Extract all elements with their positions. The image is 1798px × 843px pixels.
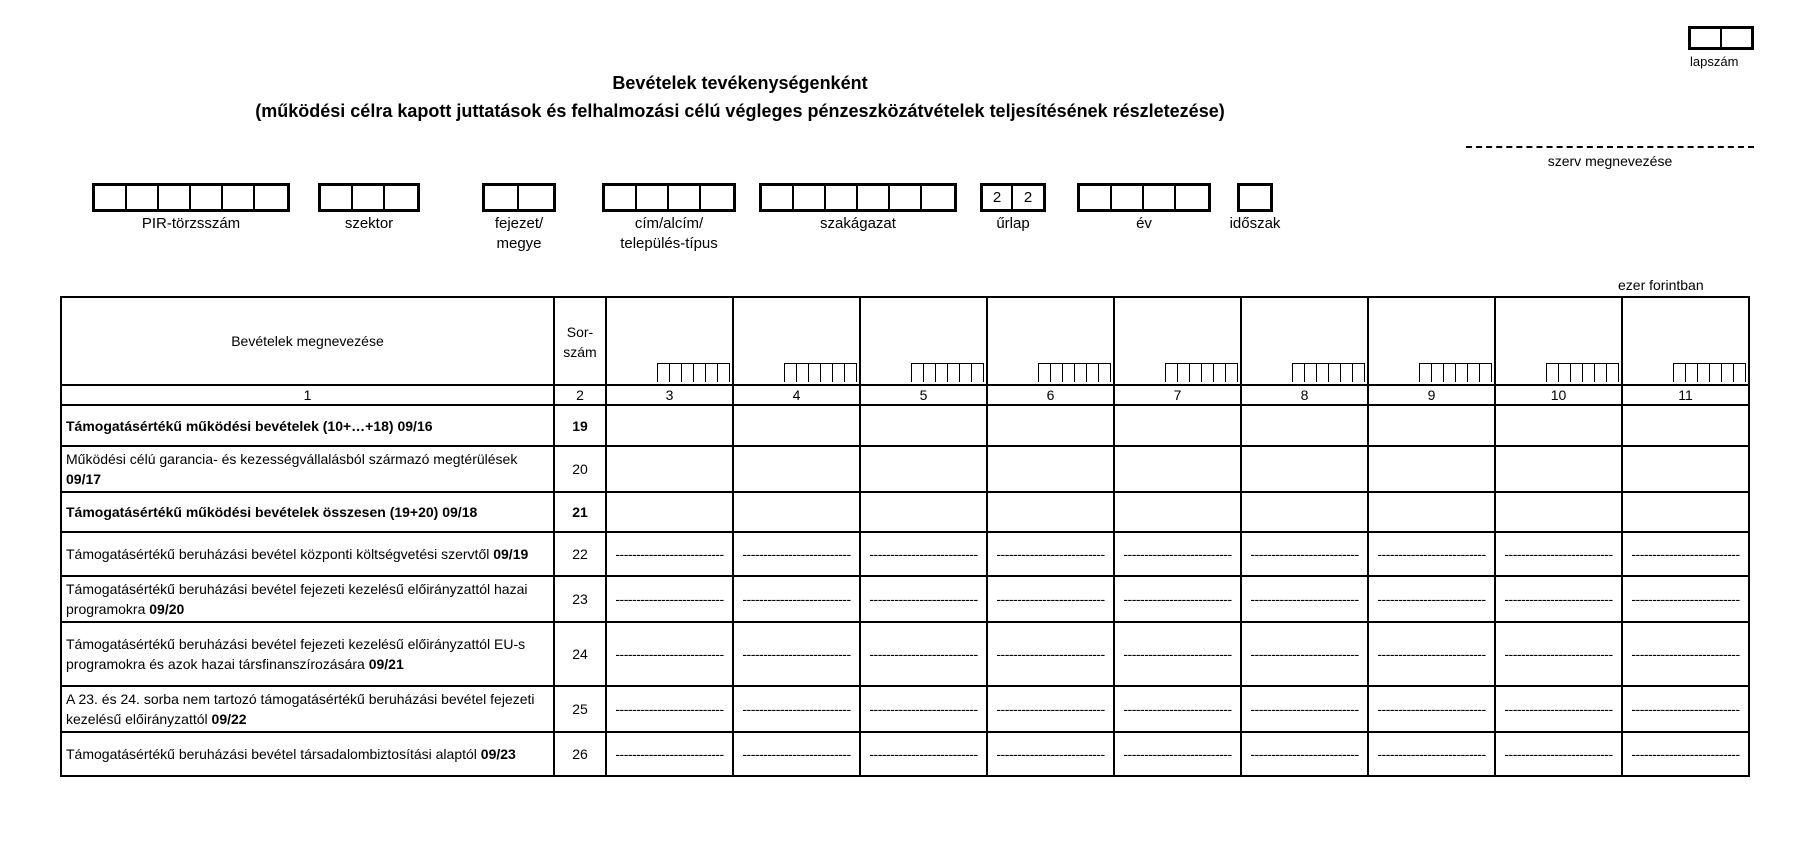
column-header-code[interactable] [1495, 297, 1622, 385]
column-number: 10 [1495, 385, 1622, 405]
row-name [61, 492, 554, 532]
id-field-cell[interactable] [385, 186, 417, 209]
column-header-code[interactable] [1114, 297, 1241, 385]
column-code-cell[interactable] [936, 364, 948, 382]
value-cell[interactable]: -------------------------- [1622, 622, 1749, 686]
row-name-text: Támogatásértékű beruházási bevétel fejezeti kezelésű előirányzattól EU-s programokra és azok hazai társfinanszírozására [66, 636, 526, 672]
id-field-cell[interactable] [127, 186, 159, 209]
id-field-label-line: szektor [344, 215, 394, 232]
value-cell[interactable] [733, 446, 860, 492]
table-row [61, 446, 1749, 492]
column-code-cell[interactable] [694, 364, 706, 382]
id-field-box[interactable] [482, 183, 556, 212]
id-field-label [462, 214, 576, 254]
value-cell[interactable]: -------------------------- [987, 686, 1114, 732]
value-cell[interactable]: -------------------------- [733, 732, 860, 776]
value-cell[interactable] [1114, 405, 1241, 446]
row-number: 24 [554, 622, 606, 686]
value-cell[interactable]: -------------------------- [860, 622, 987, 686]
column-code-cell[interactable] [1710, 364, 1722, 382]
id-field-cell[interactable] [922, 186, 954, 209]
id-field-cell[interactable]: 2 [983, 186, 1013, 209]
id-field-cell[interactable] [762, 186, 794, 209]
id-field-label [72, 214, 310, 234]
column-code-cell[interactable] [1099, 364, 1110, 382]
value-cell[interactable] [606, 405, 733, 446]
row-name-text: Támogatásértékű beruházási bevétel központi költségvetési szervtől [66, 546, 490, 562]
row-name [61, 405, 554, 446]
column-code-cell[interactable] [809, 364, 821, 382]
row-name [61, 686, 554, 732]
column-code-cell[interactable] [948, 364, 960, 382]
id-field-cell[interactable] [1240, 186, 1270, 209]
id-field-cell[interactable] [701, 186, 733, 209]
row-code: 09/17 [66, 471, 102, 487]
column-code-cell[interactable] [1547, 364, 1559, 382]
value-cell[interactable] [1495, 446, 1622, 492]
column-code-cell[interactable] [1571, 364, 1583, 382]
value-cell[interactable]: -------------------------- [606, 732, 733, 776]
value-cell[interactable]: -------------------------- [1368, 732, 1495, 776]
value-cell[interactable] [1622, 446, 1749, 492]
column-header-code[interactable] [1622, 297, 1749, 385]
column-header-name: Bevételek megnevezése [61, 297, 554, 385]
value-cell[interactable] [733, 405, 860, 446]
id-field-label [1057, 214, 1231, 234]
id-field-box[interactable] [602, 183, 736, 212]
id-field-label [582, 214, 756, 254]
value-cell[interactable]: -------------------------- [1241, 532, 1368, 576]
row-name [61, 576, 554, 622]
column-code-boxes[interactable] [784, 363, 857, 382]
column-code-cell[interactable] [972, 364, 983, 382]
row-code: 09/19 [493, 546, 529, 562]
column-number: 3 [606, 385, 733, 405]
value-cell[interactable] [860, 446, 987, 492]
value-cell[interactable] [1241, 405, 1368, 446]
value-cell[interactable]: -------------------------- [1495, 576, 1622, 622]
column-code-cell[interactable] [1432, 364, 1444, 382]
value-cell[interactable]: -------------------------- [1622, 576, 1749, 622]
value-cell[interactable] [860, 492, 987, 532]
id-field-label-line: fejezet/ [494, 215, 544, 232]
row-number-header-line: Sor- [566, 324, 594, 340]
column-code-cell[interactable] [1698, 364, 1710, 382]
row-number: 25 [554, 686, 606, 732]
column-number: 2 [554, 385, 606, 405]
column-code-cell[interactable] [1039, 364, 1051, 382]
page-title: Bevételek tevékenységenként [612, 73, 868, 93]
column-code-cell[interactable] [1305, 364, 1317, 382]
value-cell[interactable]: -------------------------- [1622, 686, 1749, 732]
id-field-cell[interactable] [191, 186, 223, 209]
value-cell[interactable]: -------------------------- [1495, 686, 1622, 732]
value-cell[interactable]: -------------------------- [1114, 686, 1241, 732]
id-field-box[interactable] [759, 183, 957, 212]
id-field-cell[interactable]: 2 [1023, 189, 1033, 206]
column-code-cell[interactable] [785, 364, 797, 382]
page-number-label: lapszám [1690, 54, 1739, 69]
column-code-cell[interactable] [718, 364, 729, 382]
organization-name-line[interactable] [1466, 146, 1754, 148]
table-row [61, 492, 1749, 532]
column-code-cell[interactable] [1456, 364, 1468, 382]
id-field-cell[interactable] [1112, 186, 1144, 209]
column-number: 9 [1368, 385, 1495, 405]
column-code-cell[interactable] [1607, 364, 1618, 382]
column-code-cell[interactable] [670, 364, 682, 382]
value-cell[interactable]: -------------------------- [1114, 532, 1241, 576]
value-cell[interactable] [733, 492, 860, 532]
row-name-text: Támogatásértékű működési bevételek összesen (19+20) [66, 504, 439, 520]
column-code-cell[interactable] [1686, 364, 1698, 382]
row-number: 26 [554, 732, 606, 776]
unit-label: ezer forintban [1618, 277, 1704, 293]
row-number: 22 [554, 532, 606, 576]
row-name [61, 732, 554, 776]
value-cell[interactable]: -------------------------- [1622, 732, 1749, 776]
value-cell[interactable]: -------------------------- [1495, 622, 1622, 686]
row-name-text: Támogatásértékű beruházási bevétel fejezeti kezelésű előirányzattól hazai programokra [66, 581, 528, 617]
value-cell[interactable]: -------------------------- [1241, 732, 1368, 776]
id-field-label-line: szakágazat [820, 215, 896, 232]
column-number: 5 [860, 385, 987, 405]
value-cell[interactable]: -------------------------- [606, 532, 733, 576]
column-code-cell[interactable] [1583, 364, 1595, 382]
value-cell[interactable] [1368, 446, 1495, 492]
id-field-cell[interactable] [321, 186, 353, 209]
column-header-code[interactable] [606, 297, 733, 385]
value-cell[interactable]: -------------------------- [987, 732, 1114, 776]
value-cell[interactable]: -------------------------- [1495, 532, 1622, 576]
id-field-cell[interactable] [1176, 186, 1208, 209]
id-field-cell[interactable] [794, 186, 826, 209]
value-cell[interactable]: -------------------------- [1114, 732, 1241, 776]
id-field-label-line: település-típus [620, 235, 718, 252]
column-header-row-number [554, 297, 606, 385]
column-code-cell[interactable] [1341, 364, 1353, 382]
value-cell[interactable] [606, 492, 733, 532]
table-row [61, 532, 1749, 576]
column-header-code[interactable] [987, 297, 1114, 385]
id-field-label-line: megye [496, 235, 542, 252]
table-row [61, 622, 1749, 686]
column-code-boxes[interactable] [1292, 363, 1365, 382]
column-code-boxes[interactable] [1038, 363, 1111, 382]
id-field-cell[interactable] [669, 186, 701, 209]
value-cell[interactable]: -------------------------- [1241, 622, 1368, 686]
table-row [61, 576, 1749, 622]
column-code-cell[interactable] [1214, 364, 1226, 382]
page-number-box[interactable] [1688, 26, 1754, 50]
column-code-cell[interactable] [845, 364, 856, 382]
id-field-cell[interactable] [223, 186, 255, 209]
column-code-cell[interactable] [1468, 364, 1480, 382]
row-name [61, 446, 554, 492]
column-code-cell[interactable] [1353, 364, 1364, 382]
id-field-label-line: év [1136, 215, 1152, 232]
column-code-cell[interactable] [960, 364, 972, 382]
column-code-cell[interactable] [1063, 364, 1075, 382]
column-code-cell[interactable] [1444, 364, 1456, 382]
row-name [61, 622, 554, 686]
value-cell[interactable]: -------------------------- [860, 532, 987, 576]
column-code-cell[interactable] [1293, 364, 1305, 382]
column-code-cell[interactable] [1075, 364, 1087, 382]
row-number: 20 [554, 446, 606, 492]
column-number: 6 [987, 385, 1114, 405]
column-code-cell[interactable] [682, 364, 694, 382]
id-field-cell[interactable] [858, 186, 890, 209]
column-number: 7 [1114, 385, 1241, 405]
value-cell[interactable]: -------------------------- [1368, 532, 1495, 576]
value-cell[interactable] [987, 492, 1114, 532]
id-field-box[interactable] [1077, 183, 1211, 212]
value-cell[interactable]: -------------------------- [1114, 622, 1241, 686]
id-field-box[interactable] [318, 183, 420, 212]
value-cell[interactable]: -------------------------- [1368, 686, 1495, 732]
value-cell[interactable] [1368, 405, 1495, 446]
column-code-cell[interactable] [1190, 364, 1202, 382]
value-cell[interactable]: -------------------------- [606, 686, 733, 732]
id-field-label-line: PIR-törzsszám [141, 215, 241, 232]
value-cell[interactable] [606, 446, 733, 492]
id-field-cell[interactable] [255, 186, 287, 209]
value-cell[interactable] [1114, 492, 1241, 532]
row-number: 19 [554, 405, 606, 446]
page-number-cell[interactable] [1722, 29, 1751, 47]
value-cell[interactable]: -------------------------- [860, 576, 987, 622]
column-code-cell[interactable] [1051, 364, 1063, 382]
value-cell[interactable]: -------------------------- [860, 732, 987, 776]
column-code-cell[interactable] [1480, 364, 1491, 382]
column-code-cell[interactable] [706, 364, 718, 382]
id-field-label-line: cím/alcím/ [634, 215, 704, 232]
id-field-cell[interactable] [159, 186, 191, 209]
column-code-boxes[interactable] [657, 363, 730, 382]
revenue-table [60, 296, 1750, 777]
column-code-cell[interactable] [912, 364, 924, 382]
row-code: 09/20 [149, 601, 185, 617]
row-name-text: Működési célú garancia- és kezességvállalásból származó megtérülések [66, 451, 518, 467]
row-name [61, 532, 554, 576]
value-cell[interactable]: -------------------------- [733, 532, 860, 576]
value-cell[interactable]: -------------------------- [606, 622, 733, 686]
row-number-header-line: szám [563, 344, 597, 360]
column-code-cell[interactable] [1166, 364, 1178, 382]
column-code-cell[interactable] [1202, 364, 1214, 382]
id-field-cell[interactable] [95, 186, 127, 209]
value-cell[interactable] [1495, 492, 1622, 532]
id-field-cell[interactable] [890, 186, 922, 209]
column-code-cell[interactable] [1178, 364, 1190, 382]
row-code: 09/23 [480, 746, 516, 762]
value-cell[interactable] [1622, 405, 1749, 446]
table-row [61, 686, 1749, 732]
id-field-box[interactable] [1237, 183, 1273, 212]
id-field-label [960, 214, 1066, 234]
column-code-cell[interactable] [1226, 364, 1237, 382]
column-code-cell[interactable] [1595, 364, 1607, 382]
value-cell[interactable]: -------------------------- [1114, 576, 1241, 622]
value-cell[interactable]: -------------------------- [606, 576, 733, 622]
column-code-cell[interactable] [1087, 364, 1099, 382]
id-field-cell[interactable] [637, 186, 669, 209]
column-code-boxes[interactable] [1419, 363, 1492, 382]
value-cell[interactable]: -------------------------- [733, 576, 860, 622]
row-code: 09/18 [442, 504, 478, 520]
row-number: 23 [554, 576, 606, 622]
value-cell[interactable]: -------------------------- [987, 622, 1114, 686]
row-name-text: A 23. és 24. sorba nem tartozó támogatásértékű beruházási bevétel fejezeti kezelésű előirányzattól [66, 691, 535, 727]
value-cell[interactable]: -------------------------- [1241, 576, 1368, 622]
column-code-cell[interactable] [821, 364, 833, 382]
row-code: 09/22 [211, 711, 247, 727]
column-code-boxes[interactable] [1673, 363, 1746, 382]
value-cell[interactable]: -------------------------- [1368, 576, 1495, 622]
column-code-cell[interactable] [658, 364, 670, 382]
value-cell[interactable] [860, 405, 987, 446]
value-cell[interactable]: -------------------------- [1241, 686, 1368, 732]
id-field-box[interactable] [980, 183, 1046, 212]
value-cell[interactable] [1368, 492, 1495, 532]
column-number: 1 [61, 385, 554, 405]
id-field-cell[interactable] [519, 186, 553, 209]
id-field-label-line: időszak [1229, 215, 1281, 232]
column-header-code[interactable] [1368, 297, 1495, 385]
row-code: 09/16 [397, 417, 433, 434]
column-code-cell[interactable] [833, 364, 845, 382]
value-cell[interactable]: -------------------------- [733, 622, 860, 686]
column-code-cell[interactable] [1329, 364, 1341, 382]
column-code-cell[interactable] [797, 364, 809, 382]
column-code-cell[interactable] [1559, 364, 1571, 382]
column-code-boxes[interactable] [1546, 363, 1619, 382]
value-cell[interactable]: -------------------------- [987, 532, 1114, 576]
page-number-cell[interactable] [1691, 29, 1722, 47]
column-header-code[interactable] [860, 297, 987, 385]
value-cell[interactable]: -------------------------- [1368, 622, 1495, 686]
id-field-label [298, 214, 440, 234]
value-cell[interactable]: -------------------------- [987, 576, 1114, 622]
value-cell[interactable] [987, 405, 1114, 446]
organization-name-label: szerv megnevezése [1547, 153, 1673, 169]
id-field-label-line: űrlap [996, 215, 1030, 232]
column-code-cell[interactable] [924, 364, 936, 382]
column-code-cell[interactable] [1420, 364, 1432, 382]
column-code-cell[interactable] [1734, 364, 1745, 382]
id-field-box[interactable] [92, 183, 290, 212]
value-cell[interactable]: -------------------------- [860, 686, 987, 732]
column-number: 8 [1241, 385, 1368, 405]
value-cell[interactable]: -------------------------- [1495, 732, 1622, 776]
value-cell[interactable]: -------------------------- [1622, 532, 1749, 576]
value-cell[interactable] [1241, 492, 1368, 532]
table-row [61, 405, 1749, 446]
table-row [61, 732, 1749, 776]
row-number: 21 [554, 492, 606, 532]
value-cell[interactable] [1495, 405, 1622, 446]
column-code-cell[interactable] [1722, 364, 1734, 382]
value-cell[interactable] [1114, 446, 1241, 492]
id-field-cell[interactable] [605, 186, 637, 209]
id-field-cell[interactable] [353, 186, 385, 209]
value-cell[interactable] [1622, 492, 1749, 532]
value-cell[interactable]: -------------------------- [733, 686, 860, 732]
row-code: 09/21 [368, 656, 404, 672]
column-code-boxes[interactable] [911, 363, 984, 382]
row-name-text: Támogatásértékű beruházási bevétel társadalombiztosítási alaptól [66, 746, 477, 762]
id-field-cell[interactable] [485, 186, 519, 209]
column-code-cell[interactable] [1674, 364, 1686, 382]
id-field-label [1217, 214, 1293, 234]
column-number: 4 [733, 385, 860, 405]
row-name-text: Támogatásértékű működési bevételek (10+…+18) [66, 417, 394, 434]
column-header-code[interactable] [1241, 297, 1368, 385]
id-field-cell[interactable] [826, 186, 858, 209]
value-cell[interactable] [987, 446, 1114, 492]
column-header-code[interactable] [733, 297, 860, 385]
column-code-boxes[interactable] [1165, 363, 1238, 382]
id-field-label [739, 214, 977, 234]
value-cell[interactable] [1241, 446, 1368, 492]
page-subtitle: (működési célra kapott juttatások és felhalmozási célú végleges pénzeszközátvételek teljesítésének részletezése) [255, 101, 1225, 121]
id-field-cell[interactable] [1144, 186, 1176, 209]
column-code-cell[interactable] [1317, 364, 1329, 382]
column-number: 11 [1622, 385, 1749, 405]
id-field-cell[interactable] [1080, 186, 1112, 209]
